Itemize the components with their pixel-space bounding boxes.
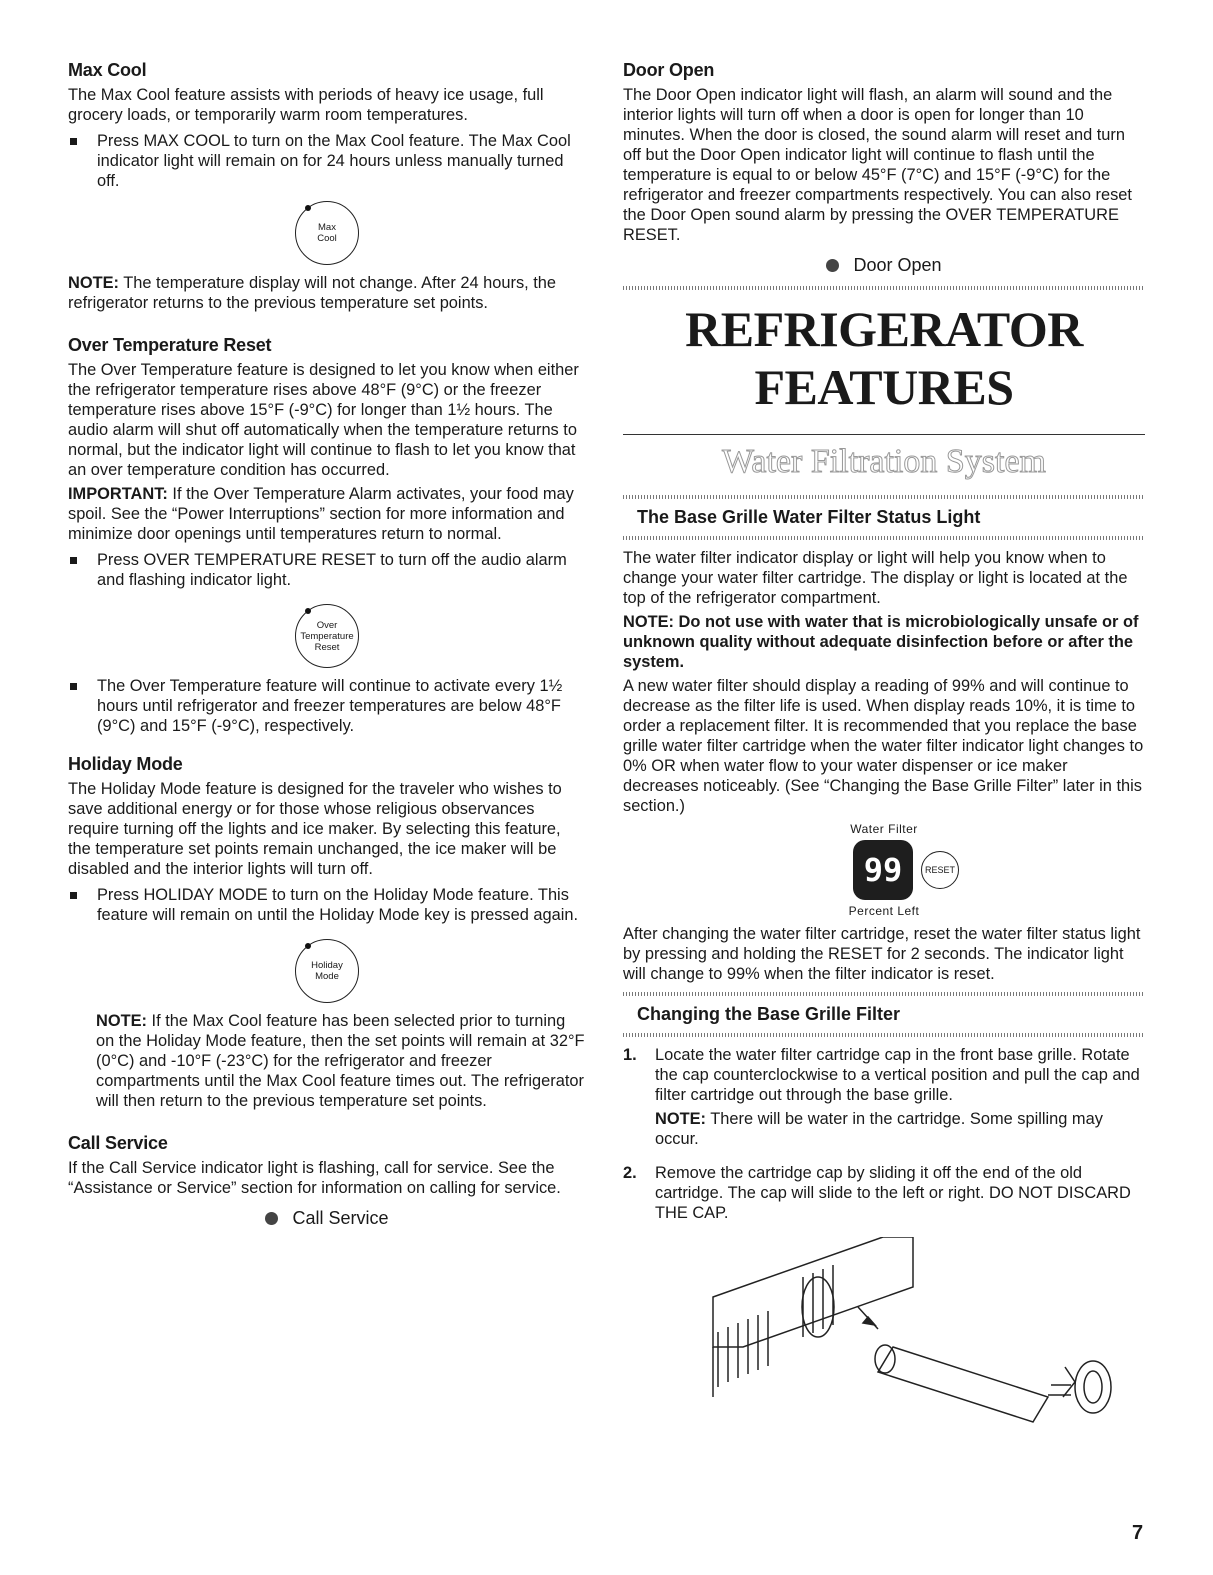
call-service-p1: If the Call Service indicator light is flashing, call for service. See the “Assistance or Service” section for information on calling for service. <box>68 1159 561 1197</box>
water-filter-label: Water Filter <box>850 822 918 836</box>
step-1-note-text: There will be water in the cartridge. Some spilling may occur. <box>655 1110 1103 1148</box>
door-open-p1: The Door Open indicator light will flash, an alarm will sound and the interior lights will turn off when a door is open for longer than 10 minutes. When the door is closed, the sound alarm will reset and turn off but the Door Open indicator light will continue to flash until the temperature is equal to or below 45°F (7°C) and 15°F (-9°C) for the refrigerator and freezer compartments respectively. You can also reset the Door Open sound alarm by pressing the OVER TEMPERATURE RESET. <box>623 86 1132 244</box>
reset-button[interactable]: RESET <box>921 851 959 889</box>
max-cool-bullet <box>68 131 586 191</box>
indicator-dot-icon <box>305 205 311 211</box>
max-cool-note-text: The temperature display will not change. After 24 hours, the refrigerator returns to the previous temperature set points. <box>68 274 557 312</box>
divider <box>623 536 1145 540</box>
water-filter-display: 99 <box>853 840 913 900</box>
note-label: NOTE: <box>96 1012 147 1030</box>
step-1 <box>623 1045 1145 1153</box>
door-open-indicator-label: Door Open <box>853 255 942 275</box>
page-title-line-1: REFRIGERATOR <box>685 301 1083 357</box>
max-cool-heading: Max Cool <box>68 60 147 80</box>
divider <box>623 1033 1145 1037</box>
right-column <box>623 60 1145 1427</box>
divider <box>623 992 1145 996</box>
holiday-note-text: If the Max Cool feature has been selected prior to turning on the Holiday Mode feature, then the set points will remain at 32°F (0°C) and -10°F (-23°C) for the refrigerator and freezer compartments until the Max Cool feature times out. The refrigerator will then return to the previous temperature set points. <box>96 1012 585 1110</box>
holiday-mode-button[interactable] <box>295 939 359 1003</box>
status-light-note: NOTE: Do not use with water that is microbiologically unsafe or of unknown quality without adequate disinfection before or after the system. <box>623 613 1139 671</box>
over-temp-bullet-1 <box>68 550 586 590</box>
note-label: NOTE: <box>655 1110 706 1128</box>
call-service-indicator-label: Call Service <box>292 1208 389 1228</box>
door-open-heading: Door Open <box>623 60 715 80</box>
holiday-note <box>96 1011 586 1111</box>
bullet-square-icon <box>70 683 77 690</box>
step-number: 1. <box>623 1046 637 1064</box>
indicator-dot-icon <box>305 608 311 614</box>
status-light-p1: The water filter indicator display or light will help you know when to change your water filter cartridge. The display or light is located at the top of the refrigerator compartment. <box>623 549 1128 607</box>
step-1-text: Locate the water filter cartridge cap in the front base grille. Rotate the cap counterclockwise to a vertical position and pull the cap and filter cartridge out through the base grille. <box>655 1046 1140 1104</box>
note-label: NOTE: <box>68 274 119 292</box>
status-light-heading: The Base Grille Water Filter Status Light <box>637 507 981 527</box>
bullet-square-icon <box>70 138 77 145</box>
max-cool-button-label: Max Cool <box>317 222 337 244</box>
holiday-p1: The Holiday Mode feature is designed for the traveler who wishes to save additional energy or for those whose religious observances require turning off the lights and ice maker. By selecting this feature, the temperature set points remain unchanged, the ice maker will be disabled and the interior lights will turn off. <box>68 780 562 878</box>
filter-removal-illustration <box>653 1237 1133 1427</box>
holiday-button-label: Holiday Mode <box>311 960 343 982</box>
status-light-p3: After changing the water filter cartridge, reset the water filter status light by pressing and holding the RESET for 2 seconds. The indicator light will change to 99% when the filter indicator is reset. <box>623 925 1141 983</box>
indicator-light-icon <box>826 259 839 272</box>
call-service-heading: Call Service <box>68 1133 168 1153</box>
max-cool-bullet-text: Press MAX COOL to turn on the Max Cool feature. The Max Cool indicator light will remain on for 24 hours unless manually turned off. <box>97 132 571 190</box>
holiday-bullet <box>68 885 586 925</box>
divider <box>623 286 1145 290</box>
over-temp-important-text: If the Over Temperature Alarm activates, your food may spoil. See the “Power Interruptions” section for more information and minimize door openings until temperatures return to normal. <box>68 485 574 543</box>
over-temp-button-label: Over Temperature Reset <box>300 619 354 653</box>
over-temp-reset-button[interactable] <box>295 604 359 668</box>
over-temp-heading: Over Temperature Reset <box>68 335 272 355</box>
over-temp-bullet-1-text: Press OVER TEMPERATURE RESET to turn off the audio alarm and flashing indicator light. <box>97 551 567 589</box>
left-column <box>68 60 586 1239</box>
water-filter-panel <box>623 822 1145 918</box>
indicator-dot-icon <box>305 943 311 949</box>
bullet-square-icon <box>70 892 77 899</box>
step-2 <box>623 1163 1145 1227</box>
over-temp-p1: The Over Temperature feature is designed to let you know when either the refrigerator temperature rises above 48°F (9°C) or the freezer temperature rises above 15°F (-9°C) for longer than 1½ hours. The audio alarm will shut off automatically when the temperature returns to normal, but the indicator light will continue to flash to let you know that an over temperature condition has occurred. <box>68 361 579 479</box>
step-2-text: Remove the cartridge cap by sliding it off the end of the old cartridge. The cap will slide to the left or right. DO NOT DISCARD THE CAP. <box>655 1164 1131 1222</box>
max-cool-button[interactable] <box>295 201 359 265</box>
over-temp-important <box>68 484 586 544</box>
step-1-note <box>655 1109 1145 1149</box>
bullet-square-icon <box>70 557 77 564</box>
holiday-heading: Holiday Mode <box>68 754 183 774</box>
holiday-bullet-text: Press HOLIDAY MODE to turn on the Holiday Mode feature. This feature will remain on until the Holiday Mode key is pressed again. <box>97 886 579 924</box>
door-open-indicator <box>623 255 1145 276</box>
indicator-light-icon <box>265 1212 278 1225</box>
important-label: IMPORTANT: <box>68 485 168 503</box>
percent-left-label: Percent Left <box>848 904 920 918</box>
page-title <box>623 300 1145 416</box>
page-title-line-2: FEATURES <box>754 359 1014 415</box>
changing-heading: Changing the Base Grille Filter <box>637 1004 901 1024</box>
status-light-p2: A new water filter should display a reading of 99% and will continue to decrease as the filter life is used. When display reads 10%, it is time to order a replacement filter. It is recommended that you replace the base grille water filter cartridge when the water filter indicator light changes to 0% OR when water flow to your water dispenser or ice maker decreases noticeably. (See “Changing the Base Grille Filter” later in this section.) <box>623 677 1144 815</box>
divider <box>623 495 1145 499</box>
divider <box>623 434 1145 435</box>
max-cool-note <box>68 273 586 313</box>
over-temp-bullet-2 <box>68 676 586 736</box>
call-service-indicator <box>68 1208 586 1229</box>
page-number: 7 <box>1132 1522 1144 1544</box>
max-cool-intro: The Max Cool feature assists with periods of heavy ice usage, full grocery loads, or temporarily warm room temperatures. <box>68 86 544 124</box>
section-title: Water Filtration System <box>722 443 1046 480</box>
step-number: 2. <box>623 1164 637 1182</box>
over-temp-bullet-2-text: The Over Temperature feature will continue to activate every 1½ hours until refrigerator and freezer temperatures are below 48°F (9°C) and 15°F (-9°C), respectively. <box>97 677 563 735</box>
